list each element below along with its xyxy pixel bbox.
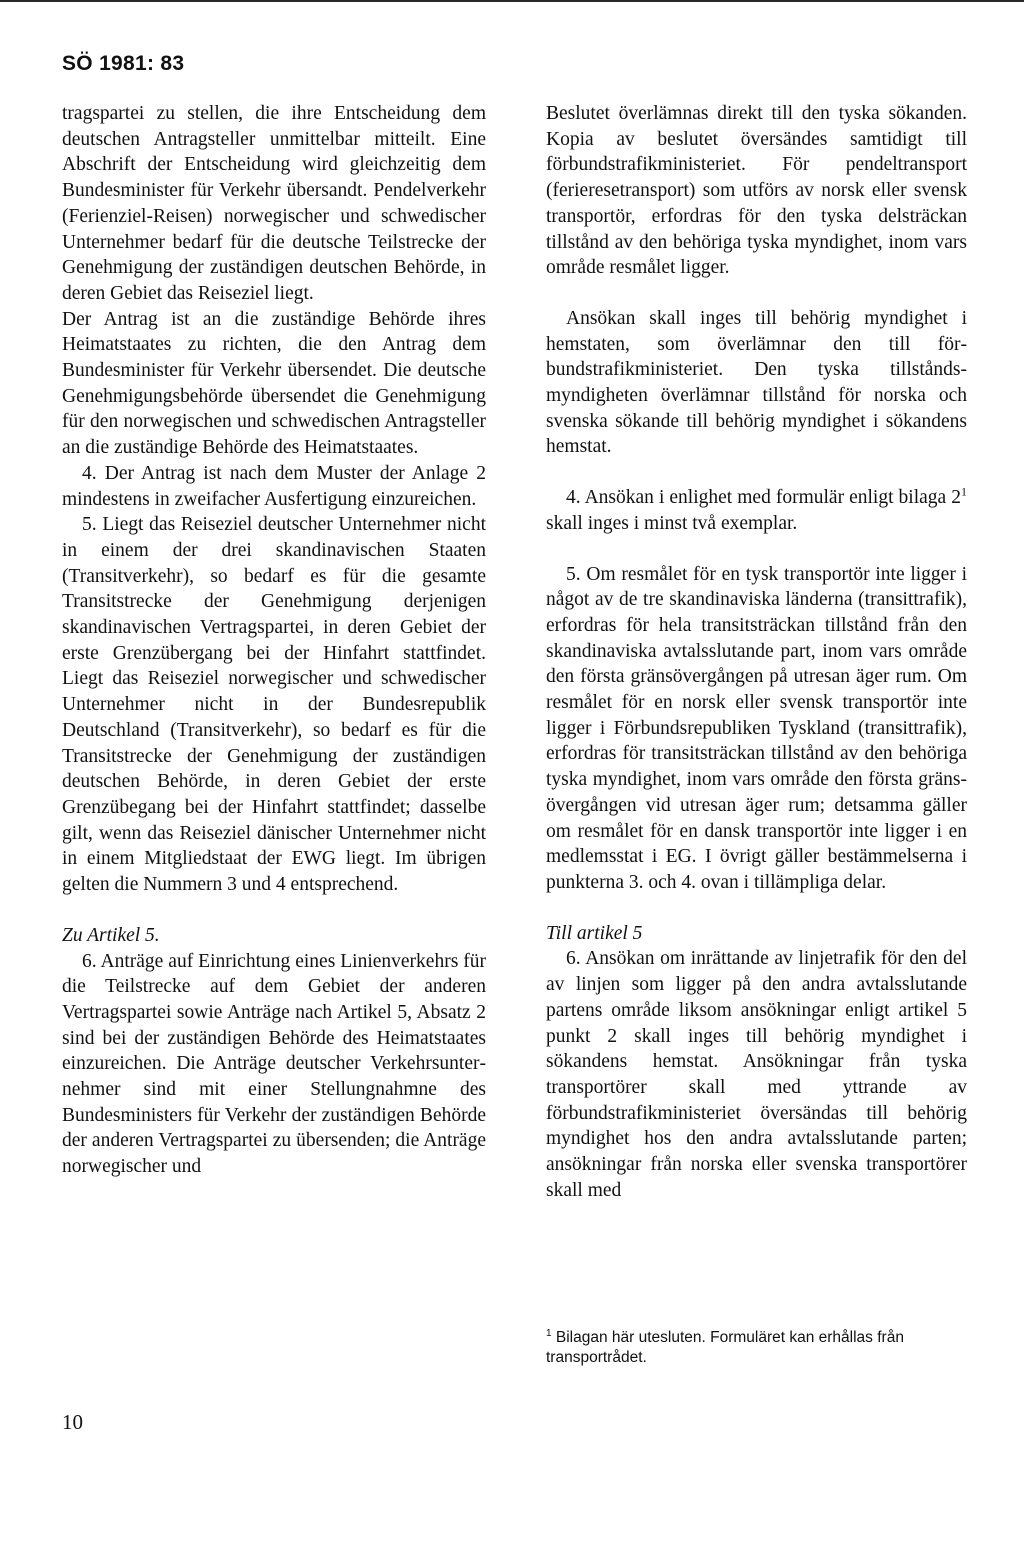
paragraph-gap	[546, 537, 967, 562]
swedish-paragraph-4: 5. Om resmålet för en tysk transportör inte ligger i något av de tre skandinaviska länderna (transittrafik), erfordras för hela transitsträckan tillstånd från den skandinaviska avtalsslutande part, inom vars område den första gränsövergången på utresan äger rum. Om resmålet för en norsk eller svensk transportör inte ligger i Förbundsrepubliken Tyskland (transittrafik), erfordras för transitsträckan tillstånd av den behöriga tyska myndighet, inom vars område den första gränsövergången vid utresan äger rum; detsamma gäller om resmålet för en dansk transportör inte ligger i en medlemsstat i EG. I övrigt gäller bestämmelserna i punkterna 3. och 4. ovan i tillämpliga delar.	[546, 563, 967, 893]
german-section-heading: Zu Artikel 5.	[62, 924, 160, 946]
swedish-paragraph-3-text: 4. Ansökan i enlighet med formulär enligt bilaga 2	[566, 487, 961, 509]
paragraph-gap	[546, 281, 967, 306]
german-paragraph-3: 4. Der Antrag ist nach dem Muster der Anlage 2 mindestens in zweifacher Ausfertigung einzureichen.	[62, 462, 486, 510]
swedish-paragraph-5: 6. Ansökan om inrättande av linjetrafik för den del av linjen som ligger på den andra avtalsslutande partens område liksom ansökningar enligt artikel 5 punkt 2 skall inges till behörig myndighet i sökandens hemstat. Ansökningar från tyska transportörer skall med yttrande av förbundstrafikministeriet översändas till behörig myndighet hos den andra avtalsslutande parten; ansökningar från norska eller svenska transportörer skall med	[546, 948, 967, 1201]
footnote-marker: 1	[546, 1327, 552, 1339]
footnote	[546, 1328, 967, 1368]
german-paragraph-4: 5. Liegt das Reiseziel deutscher Unternehmer nicht in einem der drei skandinavischen Staaten (Transitverkehr), so bedarf es für die gesamte Transitstrecke der Genehmigung derjenigen skandinavischen Vertragspartei, in deren Gebiet der erste Grenzübergang bei der Hinfahrt stattfindet. Liegt das Reiseziel norwegischer und schwedischer Unternehmer nicht in der Bundesrepublik Deutschland (Transitverkehr), so bedarf es für die Transitstrecke der Genehmigung der zuständigen deutschen Behörde, in deren Gebiet der erste Grenzübegang bei der Hinfahrt stattfindet; dasselbe gilt, wenn das Reiseziel dänischer Unternehmer nicht in einem Mitgliedstaat der EWG liegt. Im übrigen gelten die Nummern 3 und 4 entsprechend.	[62, 514, 486, 896]
german-column	[62, 101, 486, 1180]
swedish-paragraph-3-tail: skall inges i minst två exemplar.	[546, 512, 798, 534]
footnote-reference: 1	[961, 484, 967, 499]
swedish-paragraph-3	[546, 485, 967, 536]
german-paragraph-2: Der Antrag ist an die zuständige Behörde ihres Heimatstaates zu richten, die den Antrag dem Bundesminister für Verkehr übersendet. Die deutsche Genehmigungsbehörde übersendet die Genehmigung für den norwegischen und schwedischen Antragsteller an die zuständige Behörde des Heimatstaates.	[62, 308, 486, 459]
footnote-text: Bilagan här utesluten. Formuläret kan erhållas från transportrådet.	[546, 1329, 904, 1366]
swedish-paragraph-1: Beslutet överlämnas direkt till den tyska sökanden. Kopia av beslutet översändes samtidigt till förbundstrafikministeriet. För pendeltransport (ferieresetransport) som utförs av norsk eller svensk transportör, erfordras för den tyska delsträckan tillstånd av den behöriga tyska myndighet, inom vars område resmålet ligger.	[546, 103, 967, 279]
german-paragraph-5: 6. Anträge auf Einrichtung eines Linienverkehrs für die Teilstrecke auf dem Gebiet der anderen Vertragspartei sowie Anträge nach Artikel 5, Absatz 2 sind bei der zuständigen Behörde des Heimatstaates einzureichen. Die Anträge deutscher Verkehrsunternehmer sind mit einer Stellungnahmne des Bundesministers für Verkehr der zuständigen Behörde der anderen Vertragspartei zu übersenden; die Anträge norwegischer und	[62, 950, 486, 1178]
german-heading-wrap	[62, 923, 486, 949]
page-number: 10	[62, 1410, 83, 1434]
document-reference: SÖ 1981: 83	[62, 52, 185, 75]
swedish-column	[546, 101, 967, 1203]
swedish-paragraph-2: Ansökan skall inges till behörig myndighet i hemstaten, som överlämnar den till förbundstrafikministeriet. Den tyska tillståndsmyndigheten överlämnar tillstånd för norska och svenska sökande till behörig myndighet i sökandens hemstat.	[546, 307, 967, 458]
paragraph-gap	[546, 460, 967, 485]
german-paragraph-1: tragspartei zu stellen, die ihre Entscheidung dem deutschen Antragsteller unmittelbar mitteilt. Eine Abschrift der Entscheidung wird gleichzeitig dem Bundesminister für Verkehr übersandt. Pendelverkehr (Ferienziel-Reisen) norwegischer und schwedischer Unternehmer bedarf für die deutsche Teilstrecke der Genehmigung der zuständigen deutschen Behörde, in deren Gebiet das Reiseziel liegt.	[62, 103, 486, 304]
swedish-heading-wrap	[546, 921, 967, 947]
top-rule	[0, 0, 1024, 2]
swedish-section-heading: Till artikel 5	[546, 922, 643, 944]
